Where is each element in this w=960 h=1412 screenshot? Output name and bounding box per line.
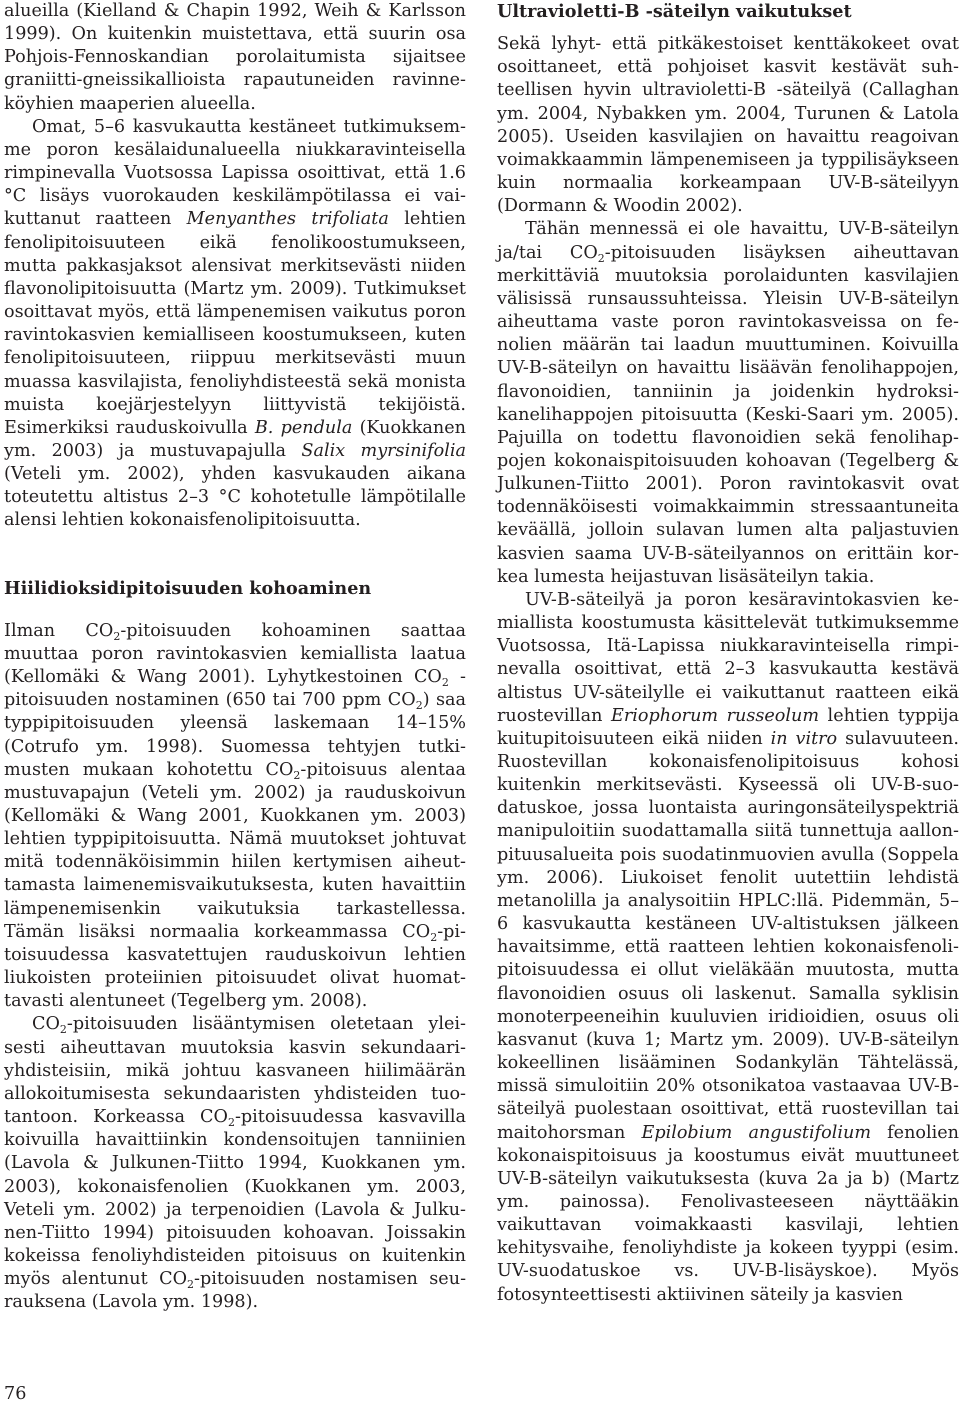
text-run: UV-B-säteilyä ja poron kesäravintokasvien kemiallista koostumusta käsittelevät tutkimuksemme Vuotsossa, Itä-Lapissa niukkaravinteisella rimpinevalla osoittivat, että 2–3 kasvukautta kestävä altistus UV-säteilylle ei vaikuttanut raatteen eikä ruostevillan (497, 589, 959, 726)
subscript: 2 (415, 699, 423, 713)
paragraph (4, 620, 466, 1014)
text-run: -pitoisuus alentaa mustuvapajun (Veteli ym. 2002) ja rauduskoivun (Kellomäki & Wang 2001, Kuokkanen ym. 2003) lehtien typpipitoisuutta. Nämä muutokset johtuvat mitä todennäköisimmin hiilen kertymisen aiheuttamasta laimenemisvaikutuksesta, kuten havaittiin lämpenemisenkin vaikutuksia tarkastellessa. Tämän lisäksi normaalia korkeammassa CO (4, 759, 467, 942)
text-run: -pitoisuudessa kasvavilla koivuilla havaittiinkin kondensoitujen tanniinien (Lavola & Julkunen-Tiitto 1994, Kuokkanen ym. 2003), kokonaisfenolien (Kuokkanen ym. 2003, Veteli ym. 2002) ja terpenoidien (Lavola & Julkunen-Tiitto 1994) pitoisuuden kohoavan. Joissakin kokeissa fenoliyhdisteiden pitoisuus on kuitenkin myös alentunut CO (4, 1107, 466, 1290)
italic-term: Menyanthes trifoliata (186, 209, 389, 230)
italic-term: Epilobium angustifolium (641, 1122, 872, 1143)
subscript: 2 (227, 1116, 235, 1130)
text-run: ) saa typpipitoisuuden yleensä laskemaan 14–15% (Cotrufo ym. 1998). Suomessa tehtyjen tutkimusten mukaan kohotettu CO (4, 690, 466, 780)
text-run: lehtien typpija kuitupitoisuuteen eikä niiden (497, 705, 959, 749)
section-heading: Hiilidioksidipitoisuuden kohoaminen (4, 577, 372, 599)
text-run: -pitoisuuden lisäyksen aiheuttavan merkittäviä muutoksia porolaidunten kasvilajien välisissä runsaussuhteissa. Yleisin UV-B-säteilyn aiheuttama vaste poron ravintokasveissa on fenolien määrän tai laadun muuttuminen. Koivuilla UV-B-säteilyn on havaittu lisäävän fenolihappojen, flavonoidien, tanniinin ja joidenkin hydroksikanelihappojen pitoisuutta (Keski-Saari ym. 2005). Pajuilla on todettu flavonoidien sekä fenolihappojen kokonaispitoisuuden kohoavan (Tegelberg & Julkunen-Tiitto 2001). Poron ravintokasvit ovat todennäköisesti voimakkaimmin stressaantuneita keväällä, jolloin sulavan lumen alta paljastuvien kasvien saama UV-B-säteilyannos on erittäin korkea lumesta heijastuvan lisäsäteilyn takia. (497, 242, 959, 587)
paragraph (497, 33, 959, 218)
subscript: 2 (430, 930, 438, 944)
subscript: 2 (293, 768, 301, 782)
text-run: sulavuuteen. Ruostevillan kokonaisfenolipitoisuus kohosi kuitenkin merkitsevästi. Kyseessä oli UV-B-suodatuskoe, jossa luontaista auringonsäteilyspektriä manipuloitiin suodattamalla siitä tunnettuja aallonpituusalueita pois suodatinmuovien avulla (Soppela ym. 2006). Liukoiset fenolit uutettiin lehdistä metanolilla ja analysoitiin HPLC:llä. Pidemmän, 5–6 kasvukautta kestäneen UV-altistuksen jälkeen havaitsimme, että raatteen lehtien kokonaisfenolipitoisuudessa ei ollut vieläkään muutosta, mutta flavonoidien osuus oli laskenut. Samalla syklisin monoterpeeneihin kuuluvien iridioidien, osuus oli kasvanut (kuva 1; Martz ym. 2009). UV-B-säteilyn kokeellinen lisääminen Sodankylän Tähtelässä, missä simuloitiin 20% otsonikatoa vastaavaa UV-B-säteilyä puolestaan osoittivat, että ruostevillan tai maitohorsman (497, 728, 959, 1143)
paragraph (497, 589, 959, 1307)
paragraph (497, 218, 959, 589)
paragraph (4, 116, 466, 533)
text-run: (Kuokkanen ym. 2003) ja mustuvapajulla (4, 417, 466, 461)
text-run: -pitoisuuden kohoaminen saattaa muuttaa poron ravintokasvien kemiallista laatua (Kellomäki & Wang 2001). Lyhytkestoinen CO (4, 620, 466, 688)
subscript: 2 (441, 676, 449, 690)
italic-term: in vitro (770, 728, 838, 749)
text-run: fenolien kokonaispitoisuus ja koostumus eivät muuttuneet UV-B-säteilyn vaikutuksesta (kuva 2a ja b) (Martz ym. painossa). Fenolivasteeseen näyttääkin vaikuttavan voimakkaasti kasvilaji, lehtien kehitysvaihe, fenoliyhdiste ja kokeen tyyppi (esim. UV-suodatuskoe vs. UV-B-lisäyskoe). Myös fotosynteettisesti aktiivinen säteily ja kasvien (497, 1122, 960, 1305)
text-run: -pitoisuuden lisääntymisen oletetaan yleisesti aiheuttavan muutoksia kasvin sekundaariyhdisteisiin, mikä johtuu kasvaneen hiilimäärän allokoitumisesta sekundaaristen yhdisteiden tuotantoon. Korkeassa CO (4, 1014, 466, 1128)
paragraph (4, 1013, 466, 1314)
text-run: Sekä lyhyt- että pitkäkestoiset kenttäkokeet ovat osoittaneet, että pohjoiset kasvit kestävät suhteellisen hyvin ultravioletti-B -säteilyä (Callaghan ym. 2004, Nybakken ym. 2004, Turunen & Latola 2005). Useiden kasvilajien on havaittu reagoivan voimakkaammin lämpenemiseen ja typpilisäykseen kuin normaalia korkeampaan UV-B-säteilyyn (Dormann & Woodin 2002). (497, 34, 959, 217)
subscript: 2 (187, 1278, 194, 1292)
text-run: Tähän mennessä ei ole havaittu, UV-B-säteilyn ja/tai CO (497, 219, 959, 263)
text-run: -pitoisuuden nostaminen (650 tai 700 ppm CO (4, 667, 466, 711)
text-run: Omat, 5–6 kasvukautta kestäneet tutkimuksemme poron kesälaidunalueella niukkaravinteisella rimpinevalla Vuotsossa Lapissa osoittivat, että 1.6 °C lisäys vuorokauden keskilämpötilassa ei vaikuttanut raatteen (4, 116, 466, 230)
text-run: -pitoisuudessa kasvatettujen rauduskoivun lehtien liukoisten proteiinien pitoisuudet olivat huomattavasti alentuneet (Tegelberg ym. 2008). (4, 921, 466, 1012)
italic-term: Salix myrsinifolia (301, 440, 466, 461)
section-heading: Ultravioletti-B -säteilyn vaikutukset (497, 1, 852, 22)
page-number: 76 (4, 1384, 27, 1404)
subscript: 2 (59, 1023, 67, 1037)
italic-term: B. pendula (254, 417, 353, 438)
italic-term: Eriophorum russeolum (611, 705, 820, 726)
text-run: alueilla (Kielland & Chapin 1992, Weih & Karlsson 1999). On kuitenkin muistettava, että suurin osa Pohjois-Fennoskandian porolaitumista sijaitsee graniitti-gneissikallioista rapautuneiden ravinneköyhien maaperien alueella. (4, 1, 466, 114)
subscript: 2 (113, 629, 121, 643)
right-column (497, 0, 959, 1307)
subscript: 2 (597, 251, 605, 265)
text-run: CO (32, 1014, 60, 1035)
text-run: -pitoisuuden nostamisen seurauksena (Lavola ym. 1998). (4, 1269, 467, 1313)
paragraph (4, 0, 466, 116)
text-run: lehtien fenolipitoisuuteen eikä fenolikoostumukseen, mutta pakkasjaksot alensivat merkitsevästi niiden flavonolipitoisuutta (Martz ym. 2009). Tutkimukset osoittavat myös, että lämpenemisen vaikutus poron ravintokasvien kemialliseen koostumukseen, kuten fenolipitoisuuteen, riippuu merkitsevästi muun muassa kasvilajista, fenoliyhdisteestä sekä monista muista koejärjestelyyn liittyvistä tekijöistä. Esimerkiksi rauduskoivulla (4, 209, 467, 438)
left-column (4, 0, 466, 1314)
text-run: (Veteli ym. 2002), yhden kasvukauden aikana toteutettu altistus 2–3 °C kohotetulle lämpötilalle alensi lehtien kokonaisfenolipitoisuutta. (4, 464, 466, 531)
text-run: Ilman CO (4, 620, 114, 641)
